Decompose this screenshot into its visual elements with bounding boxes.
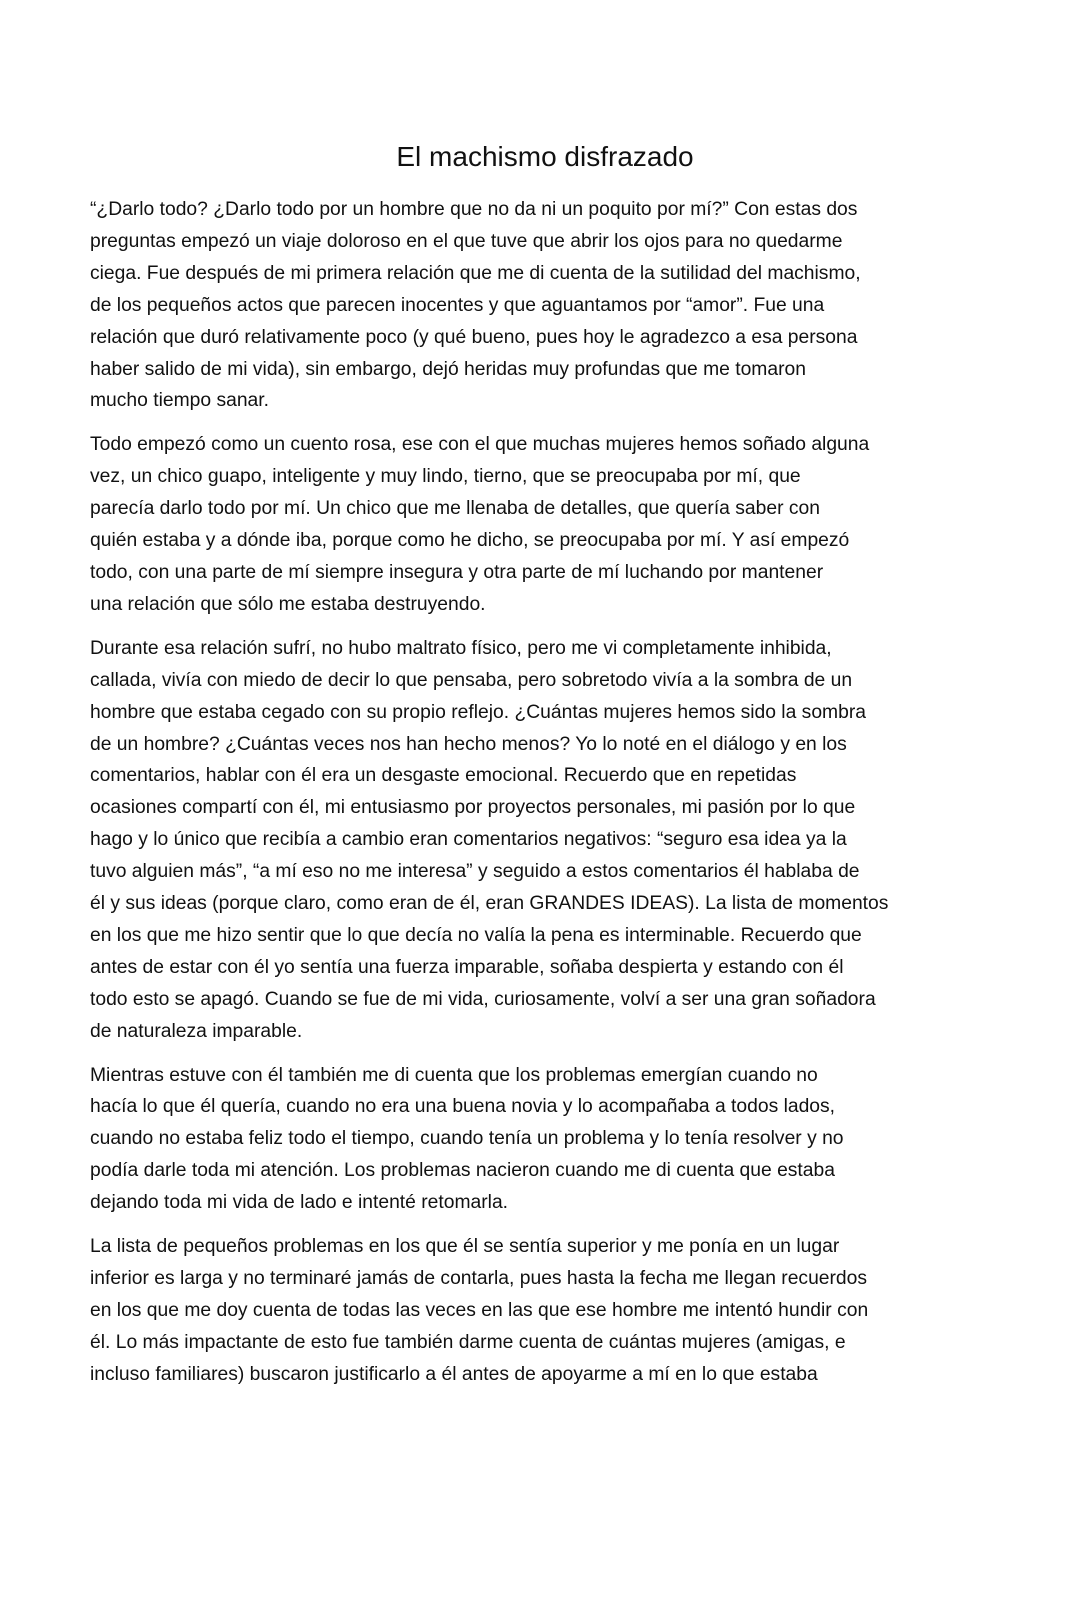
text-line: relación que duró relativamente poco (y qué bueno, pues hoy le agradezco a esa persona — [90, 326, 858, 348]
text-line: inferior es larga y no terminaré jamás de contarla, pues hasta la fecha me llegan recuerdos — [90, 1268, 868, 1289]
text-line: mucho tiempo sanar. — [90, 390, 269, 412]
text-line: quién estaba y a dónde iba, porque como he dicho, se preocupaba por mí. Y así empezó — [90, 530, 850, 552]
text-line: tuvo alguien más”, “a mí eso no me interesa” y seguido a estos comentarios él hablaba de — [90, 861, 860, 883]
text-line: parecía darlo todo por mí. Un chico que me llenaba de detalles, que quería saber con — [90, 498, 820, 520]
paragraph-4 — [90, 1060, 1000, 1220]
text-line: “¿Darlo todo? ¿Darlo todo por un hombre que no da ni un poquito por mí?” Con estas dos — [90, 199, 858, 220]
text-line: podía darle toda mi atención. Los problemas nacieron cuando me di cuenta que estaba — [90, 1160, 835, 1182]
text-line: ocasiones compartí con él, mi entusiasmo por proyectos personales, mi pasión por lo que — [90, 797, 856, 819]
text-line: de naturaleza imparable. — [90, 1020, 303, 1042]
text-line: Durante esa relación sufrí, no hubo maltrato físico, pero me vi completamente inhibida, — [90, 637, 832, 659]
paragraph-5 — [90, 1231, 1000, 1391]
paragraph-3 — [90, 633, 1000, 1048]
text-line: Todo empezó como un cuento rosa, ese con el que muchas mujeres hemos soñado alguna — [90, 434, 870, 456]
text-line: Mientras estuve con él también me di cuenta que los problemas emergían cuando no — [90, 1064, 818, 1086]
text-line: de los pequeños actos que parecen inocentes y que aguantamos por “amor”. Fue una — [90, 294, 825, 316]
text-line: él y sus ideas (porque claro, como eran de él, eran GRANDES IDEAS). La lista de momentos — [90, 893, 889, 915]
paragraph-1 — [90, 194, 1000, 417]
paragraph-2 — [90, 429, 1000, 620]
text-line: él. Lo más impactante de esto fue también darme cuenta de cuántas mujeres (amigas, e — [90, 1331, 846, 1353]
text-line: todo esto se apagó. Cuando se fue de mi vida, curiosamente, volví a ser una gran soñadora — [90, 988, 876, 1010]
text-line: hago y lo único que recibía a cambio eran comentarios negativos: “seguro esa idea ya la — [90, 829, 847, 851]
text-line: hombre que estaba cegado con su propio reflejo. ¿Cuántas mujeres hemos sido la sombra — [90, 701, 866, 723]
text-line: incluso familiares) buscaron justificarlo a él antes de apoyarme a mí en lo que estaba — [90, 1363, 818, 1385]
text-line: una relación que sólo me estaba destruyendo. — [90, 593, 486, 615]
text-line: de un hombre? ¿Cuántas veces nos han hecho menos? Yo lo noté en el diálogo y en los — [90, 733, 847, 755]
text-line: vez, un chico guapo, inteligente y muy lindo, tierno, que se preocupaba por mí, que — [90, 466, 801, 488]
text-line: antes de estar con él yo sentía una fuerza imparable, soñaba despierta y estando con él — [90, 956, 844, 978]
text-line: comentarios, hablar con él era un desgaste emocional. Recuerdo que en repetidas — [90, 765, 797, 787]
text-line: en los que me hizo sentir que lo que decía no valía la pena es interminable. Recuerdo que — [90, 924, 862, 946]
text-line: hacía lo que él quería, cuando no era una buena novia y lo acompañaba a todos lados, — [90, 1096, 836, 1118]
text-line: dejando toda mi vida de lado e intenté retomarla. — [90, 1192, 509, 1214]
text-line: preguntas empezó un viaje doloroso en el que tuve que abrir los ojos para no quedarme — [90, 230, 843, 252]
document-title: El machismo disfrazado — [396, 141, 694, 172]
text-line: La lista de pequeños problemas en los que él se sentía superior y me ponía en un lugar — [90, 1236, 840, 1258]
text-line: cuando no estaba feliz todo el tiempo, cuando tenía un problema y lo tenía resolver y no — [90, 1128, 844, 1150]
text-line: en los que me doy cuenta de todas las veces en las que ese hombre me intentó hundir con — [90, 1299, 869, 1321]
text-line: haber salido de mi vida), sin embargo, dejó heridas muy profundas que me tomaron — [90, 358, 806, 380]
document-body — [90, 194, 1000, 1403]
text-line: ciega. Fue después de mi primera relación que me di cuenta de la sutilidad del machismo, — [90, 262, 861, 284]
text-line: todo, con una parte de mí siempre insegura y otra parte de mí luchando por mantener — [90, 561, 824, 583]
text-line: callada, vivía con miedo de decir lo que pensaba, pero sobretodo vivía a la sombra de un — [90, 669, 853, 691]
